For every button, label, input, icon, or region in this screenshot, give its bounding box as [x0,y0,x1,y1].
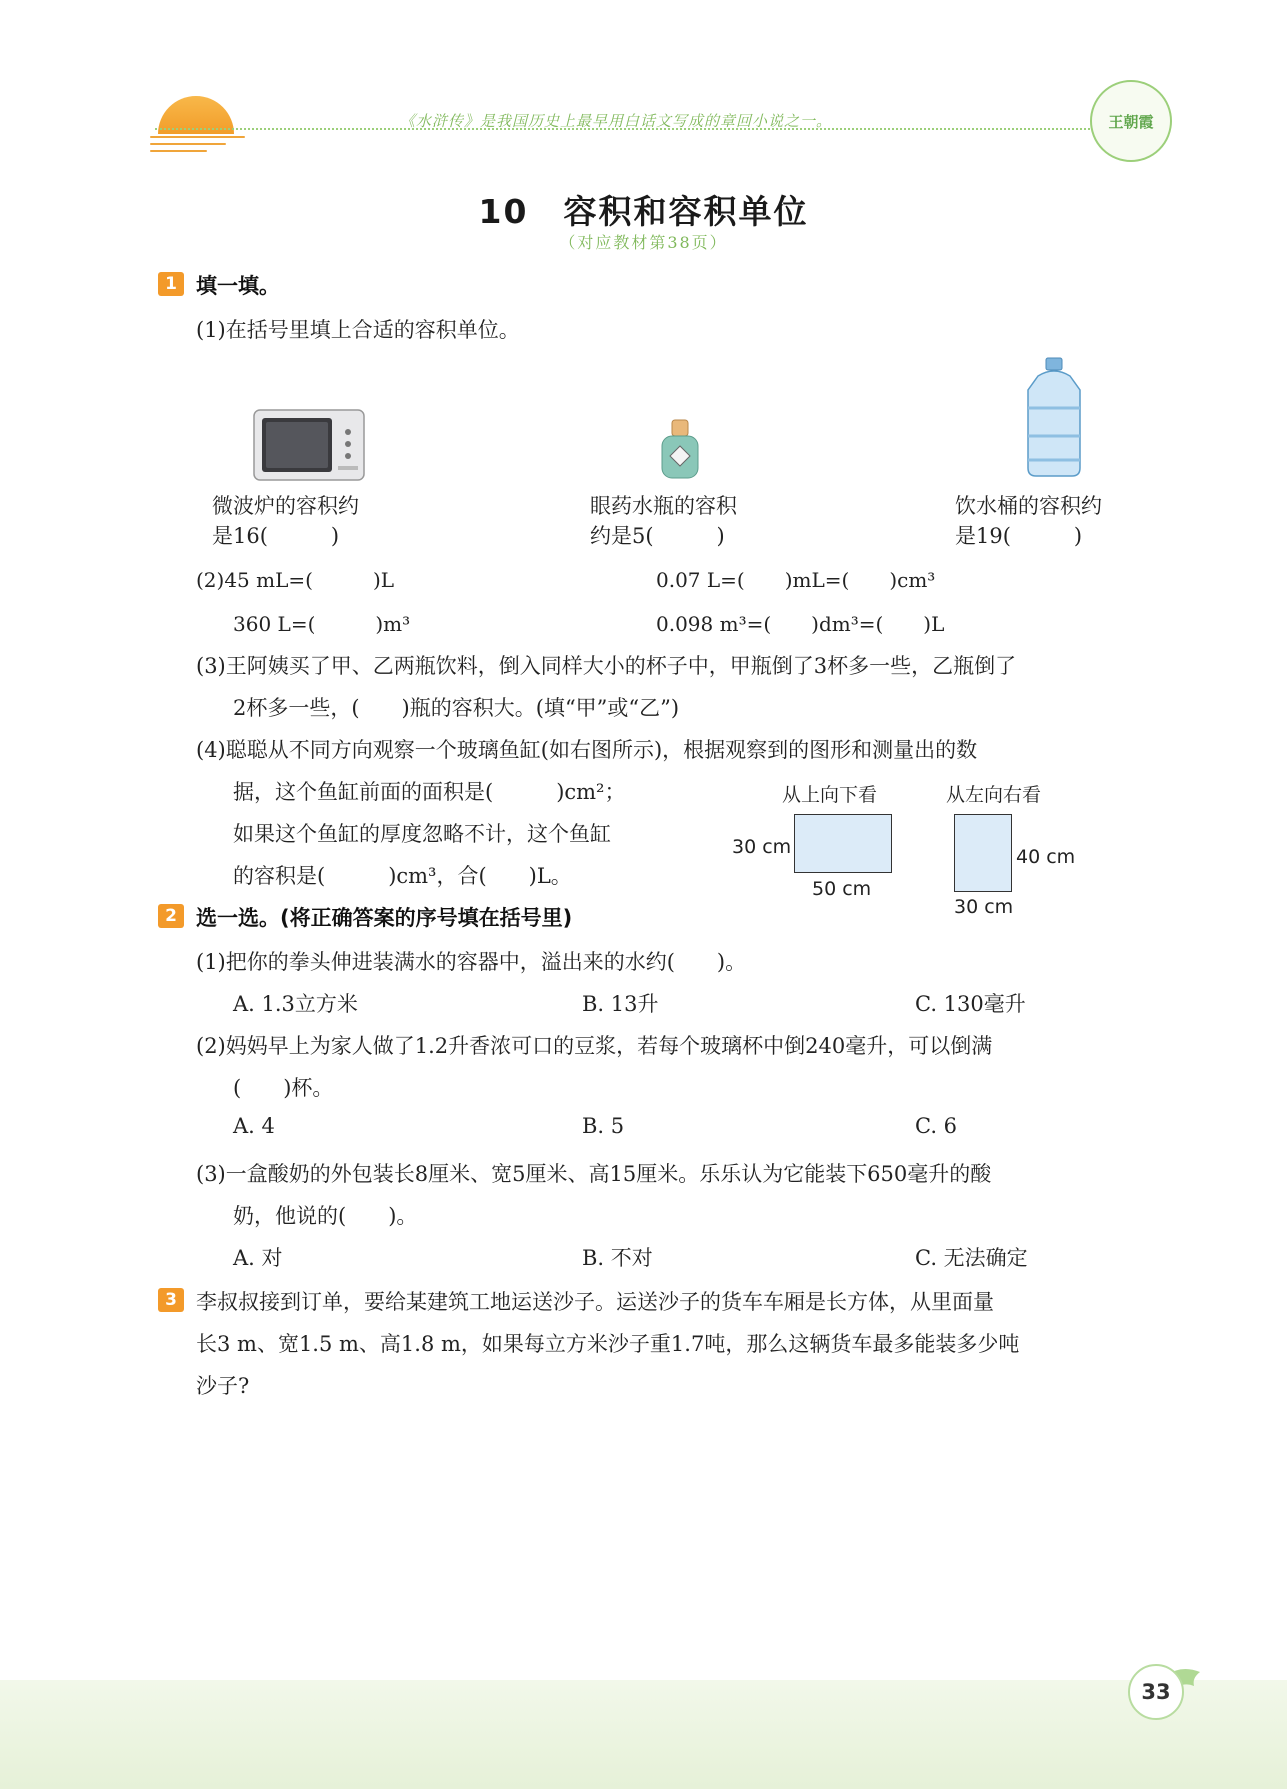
section-number-badge: 2 [158,904,184,928]
top-view-width-label: 50 cm [812,878,872,900]
question-text: 沙子? [196,1374,250,1398]
section-title: 选一选。(将正确答案的序号填在括号里) [196,906,573,930]
question-item-text: 约是5( ) [590,524,725,548]
option-c: C. 130毫升 [915,992,1026,1016]
question-text: 长3 m、宽1.5 m、高1.8 m，如果每立方米沙子重1.7吨，那么这辆货车最多能装多少吨 [196,1332,1020,1356]
eye-drop-bottle-icon [658,418,702,480]
question-text: ( )杯。 [233,1076,334,1100]
option-b: B. 5 [582,1114,625,1138]
question-text: 360 L=( )m³ [233,612,411,636]
page-title: 10 容积和容积单位 [478,192,809,231]
option-c: C. 6 [915,1114,958,1138]
option-a: A. 4 [233,1114,275,1138]
header-quote: 《水浒传》是我国历史上最早用白话文写成的章回小说之一。 [400,112,833,130]
microwave-icon [252,404,368,484]
option-b: B. 不对 [582,1246,653,1270]
question-text: 的容积是( )cm³，合( )L。 [233,864,572,888]
option-a: A. 1.3立方米 [233,992,358,1016]
page-subtitle: （对应教材第38页） [559,233,728,252]
option-a: A. 对 [233,1246,283,1270]
left-view-width-label: 30 cm [954,896,1014,918]
question-item-text: 眼药水瓶的容积 [590,494,737,518]
question-text: (3)王阿姨买了甲、乙两瓶饮料，倒入同样大小的杯子中，甲瓶倒了3杯多一些，乙瓶倒了 [196,654,1017,678]
question-text: (2)妈妈早上为家人做了1.2升香浓可口的豆浆，若每个玻璃杯中倒240毫升，可以倒满 [196,1034,993,1058]
question-text: 如果这个鱼缸的厚度忽略不计，这个鱼缸 [233,822,611,846]
brand-logo [1090,80,1172,162]
section-number-badge: 1 [158,272,184,296]
section-number-badge: 3 [158,1288,184,1312]
water-bucket-icon [1018,356,1090,480]
option-b: B. 13升 [582,992,659,1016]
sun-reflection-icon [150,136,245,157]
question-text: 李叔叔接到订单，要给某建筑工地运送沙子。运送沙子的货车车厢是长方体，从里面量 [196,1290,994,1314]
question-text: (2)45 mL=( )L [196,568,395,592]
question-item-text: 饮水桶的容积约 [955,494,1102,518]
question-text: 奶，他说的( )。 [233,1204,418,1228]
question-text: 据，这个鱼缸前面的面积是( )cm²； [233,780,626,804]
question-text: 0.098 m³=( )dm³=( )L [656,612,945,636]
question-text: 2杯多一些，( )瓶的容积大。(填“甲”或“乙”) [233,696,680,720]
question-text: (1)把你的拳头伸进装满水的容器中，溢出来的水约( )。 [196,950,747,974]
question-item-text: 是16( ) [212,524,340,548]
left-view-label: 从左向右看 [946,784,1042,806]
top-view-height-label: 30 cm [732,836,792,858]
page-number: 33 [1128,1664,1184,1720]
top-view-rectangle [794,814,892,873]
section-title: 填一填。 [196,274,280,298]
question-item-text: 是19( ) [955,524,1083,548]
option-c: C. 无法确定 [915,1246,1028,1270]
left-view-rectangle [954,814,1012,892]
question-item-text: 微波炉的容积约 [212,494,359,518]
brand-logo-text: 王朝霞 [1108,112,1154,131]
top-view-label: 从上向下看 [782,784,878,806]
question-text: 0.07 L=( )mL=( )cm³ [656,568,936,592]
question-prompt: (1)在括号里填上合适的容积单位。 [196,318,520,342]
left-view-height-label: 40 cm [1016,846,1076,868]
question-text: (3)一盒酸奶的外包装长8厘米、宽5厘米、高15厘米。乐乐认为它能装下650毫升的酸 [196,1162,992,1186]
footer-band [0,1680,1287,1789]
question-text: (4)聪聪从不同方向观察一个玻璃鱼缸(如右图所示)，根据观察到的图形和测量出的数 [196,738,978,762]
